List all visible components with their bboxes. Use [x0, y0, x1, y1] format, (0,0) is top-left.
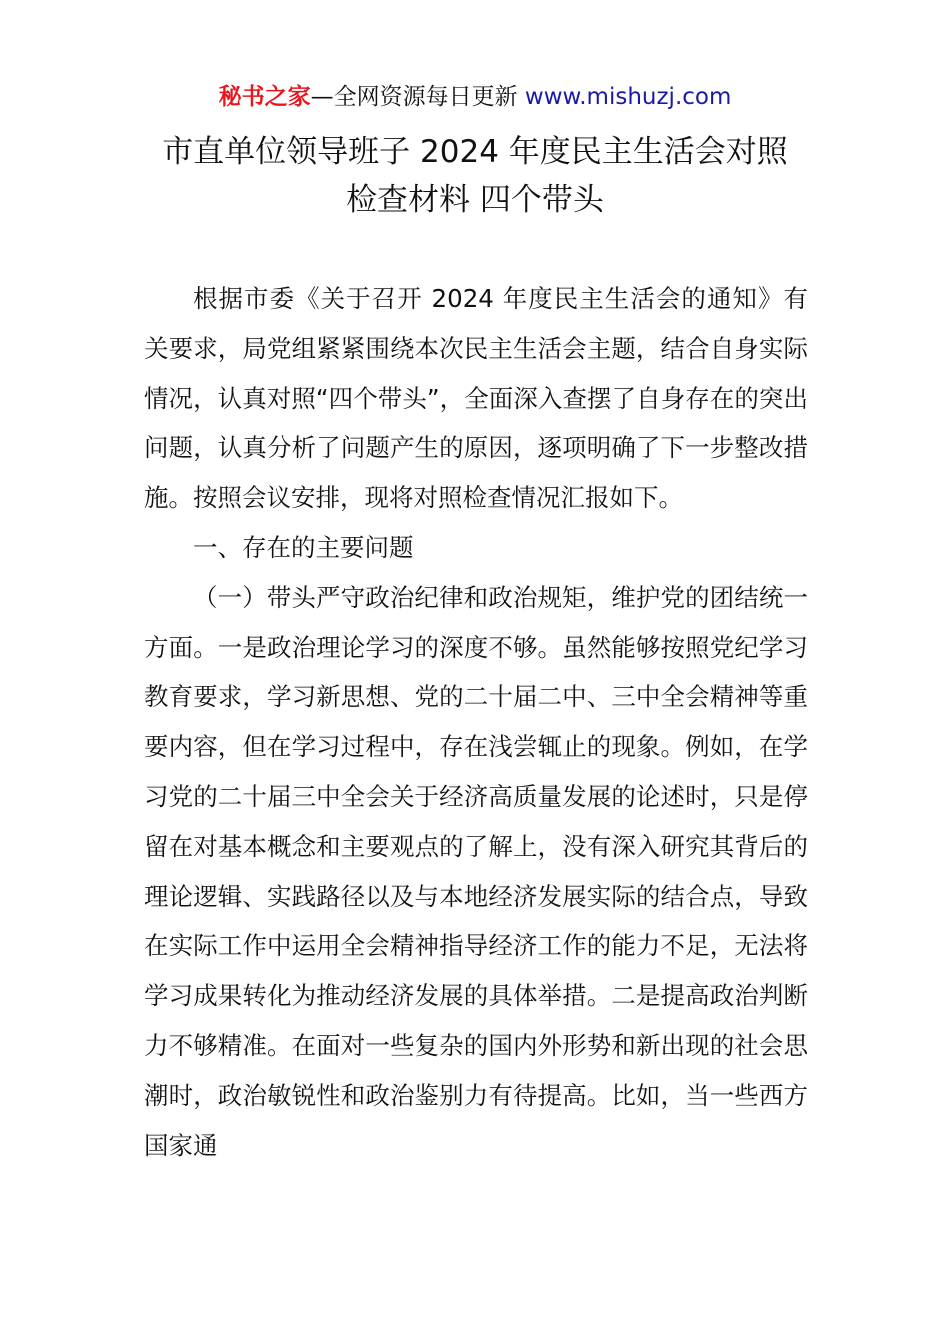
title-line-1: 市直单位领导班子 2024 年度民主生活会对照	[162, 134, 788, 170]
section-heading: 一、存在的主要问题	[193, 532, 414, 562]
site-header	[0, 82, 950, 112]
brand-name: 秘书之家	[218, 84, 311, 110]
header-slogan: —全网资源每日更新	[310, 84, 518, 110]
title-line-2: 检查材料 四个带头	[346, 182, 604, 218]
intro-paragraph: 根据市委《关于召开 2024 年度民主生活会的通知》有关要求，局党组紧紧围绕本次民主生活会主题，结合自身实际情况，认真对照“四个带头”，全面深入查摆了自身存在的突出问题，认真分析了问题产生的原因，逐项明确了下一步整改措施。按照会议安排，现将对照检查情况汇报如下。	[144, 284, 808, 513]
site-url-link[interactable]: www.mishuzj.com	[524, 84, 732, 110]
document-title	[0, 128, 950, 224]
document-body	[144, 274, 808, 1170]
body-paragraph: （一）带头严守政治纪律和政治规矩，维护党的团结统一方面。一是政治理论学习的深度不够。虽然能够按照党纪学习教育要求，学习新思想、党的二十届二中、三中全会精神等重要内容，但在学习过程中，存在浅尝辄止的现象。例如，在学习党的二十届三中全会关于经济高质量发展的论述时，只是停留在对基本概念和主要观点的了解上，没有深入研究其背后的理论逻辑、实践路径以及与本地经济发展实际的结合点，导致在实际工作中运用全会精神指导经济工作的能力不足，无法将学习成果转化为推动经济发展的具体举措。二是提高政治判断力不够精准。在面对一些复杂的国内外形势和新出现的社会思潮时，政治敏锐性和政治鉴别力有待提高。比如，当一些西方国家通	[144, 582, 808, 1160]
